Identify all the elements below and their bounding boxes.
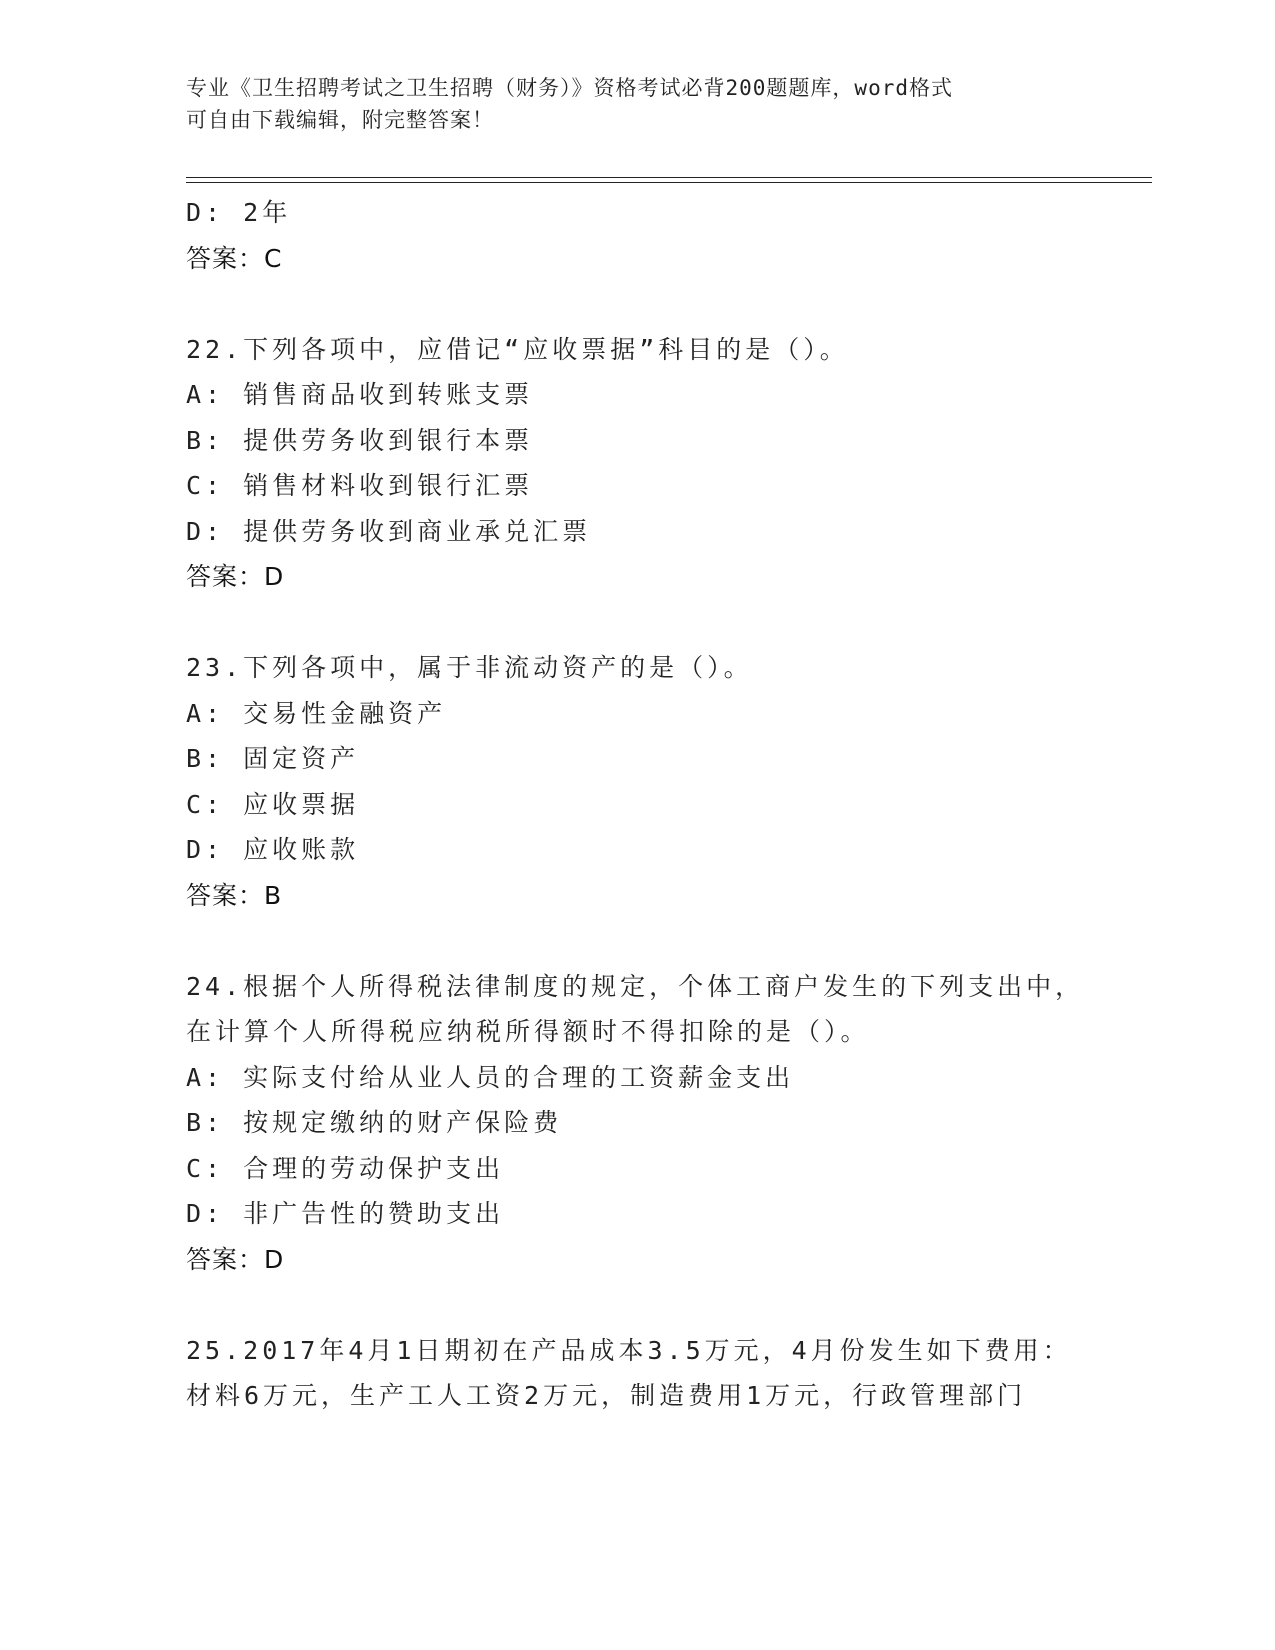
question-list (186, 190, 1086, 1419)
question-text-line-1: 25.2017年4月1日期初在产品成本3.5万元，4月份发生如下费用： (186, 1335, 1072, 1365)
header-line-2: 可自由下载编辑，附完整答案！ (186, 108, 494, 132)
option-a: A: 交易性金融资产 (186, 698, 447, 728)
spacer (186, 1282, 1086, 1328)
header-divider-bottom (186, 182, 1152, 183)
answer: 答案：B (186, 880, 283, 910)
answer: 答案：D (186, 562, 285, 591)
spacer (186, 600, 1086, 646)
question-text-line-2: 在计算个人所得税应纳税所得额时不得扣除的是（）。 (186, 1017, 870, 1046)
option-d: D: 应收账款 (186, 835, 360, 864)
option-a: A: 销售商品收到转账支票 (186, 380, 534, 409)
header-line-1: 专业《卫生招聘考试之卫生招聘（财务）》资格考试必背200题题库，word格式 (186, 76, 953, 100)
answer: 答案：D (186, 1244, 285, 1274)
option-c: C: 销售材料收到银行汇票 (186, 471, 534, 500)
spacer (186, 918, 1086, 964)
question-text: 23.下列各项中，属于非流动资产的是（）。 (186, 653, 753, 682)
option-b: B: 提供劳务收到银行本票 (186, 425, 534, 455)
option-d: D: 非广告性的赞助支出 (186, 1199, 505, 1228)
option-a: A: 实际支付给从业人员的合理的工资薪金支出 (186, 1062, 795, 1092)
spacer (186, 281, 1086, 327)
header-divider-top (186, 177, 1152, 178)
option-b: B: 按规定缴纳的财产保险费 (186, 1108, 563, 1137)
option-d: D: 提供劳务收到商业承兑汇票 (186, 516, 592, 546)
option-c: C: 合理的劳动保护支出 (186, 1153, 505, 1183)
question-text: 22.下列各项中，应借记“应收票据”科目的是（）。 (186, 334, 849, 364)
question-text-line-1: 24.根据个人所得税法律制度的规定，个体工商户发生的下列支出中， (186, 971, 1085, 1001)
option-d: D: 2年 (186, 198, 292, 227)
question-text-line-2: 材料6万元，生产工人工资2万元，制造费用1万元，行政管理部门 (186, 1381, 1027, 1410)
document-header (186, 72, 1066, 136)
option-b: B: 固定资产 (186, 744, 360, 773)
answer: 答案：C (186, 243, 283, 273)
option-c: C: 应收票据 (186, 789, 360, 819)
